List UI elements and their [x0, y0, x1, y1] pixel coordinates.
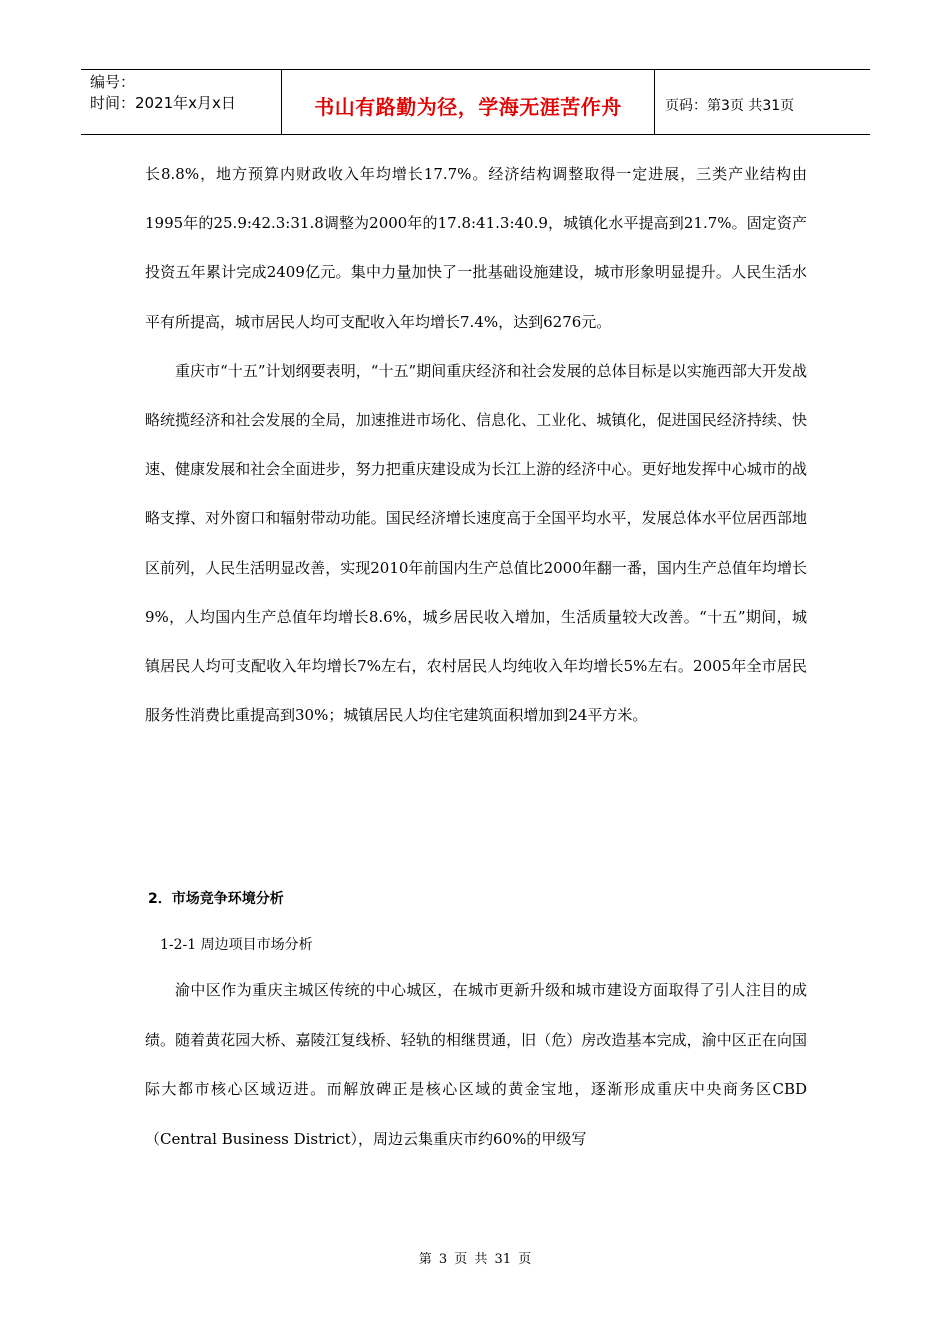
header-page-info: 页码：第3页 共31页: [665, 98, 795, 114]
section-heading: 2．市场竞争环境分析: [148, 891, 284, 907]
section-body: [145, 966, 807, 1164]
paragraph-economy-review: 长8.8%，地方预算内财政收入年均增长17.7%。经济结构调整取得一定进展，三类产业结构由1995年的25.9:42.3:31.8调整为2000年的17.8:41.3:40.9，城镇化水平提高到21.7%。固定资产投资五年累计完成2409亿元。集中力量加快了一批基础设施建设，城市形象明显提升。人民生活水平有所提高，城市居民人均可支配收入年均增长7.4%，达到6276元。: [145, 165, 807, 331]
main-body: [145, 150, 807, 740]
header-motto: 书山有路勤为径，学海无涯苦作舟: [282, 70, 655, 134]
header-meta: [81, 70, 282, 134]
document-date: 时间：2021年x月x日: [90, 94, 236, 112]
sub-section-heading: 1-2-1 周边项目市场分析: [160, 937, 313, 953]
paragraph-tenth-five-year-plan: 重庆市“十五”计划纲要表明，“十五”期间重庆经济和社会发展的总体目标是以实施西部大开发战略统揽经济和社会发展的全局，加速推进市场化、信息化、工业化、城镇化，促进国民经济持续、快速、健康发展和社会全面进步，努力把重庆建设成为长江上游的经济中心。更好地发挥中心城市的战略支撑、对外窗口和辐射带动功能。国民经济增长速度高于全国平均水平，发展总体水平位居西部地区前列，人民生活明显改善，实现2010年前国内生产总值比2000年翻一番，国内生产总值年均增长9%，人均国内生产总值年均增长8.6%，城乡居民收入增加，生活质量较大改善。“十五”期间，城镇居民人均可支配收入年均增长7%左右，农村居民人均纯收入年均增长5%左右。2005年全市居民服务性消费比重提高到30%；城镇居民人均住宅建筑面积增加到24平方米。: [145, 361, 807, 725]
page-footer: 第 3 页 共 31 页: [418, 1252, 532, 1267]
page-header: [81, 69, 870, 135]
paragraph-yuzhong-district: 渝中区作为重庆主城区传统的中心城区，在城市更新升级和城市建设方面取得了引人注目的成绩。随着黄花园大桥、嘉陵江复线桥、轻轨的相继贯通，旧（危）房改造基本完成，渝中区正在向国际大都市核心区域迈进。而解放碑正是核心区域的黄金宝地，逐渐形成重庆中央商务区CBD（Central Business District），周边云集重庆市约60%的甲级写: [145, 981, 807, 1148]
document-number-label: 编号：: [90, 73, 136, 91]
